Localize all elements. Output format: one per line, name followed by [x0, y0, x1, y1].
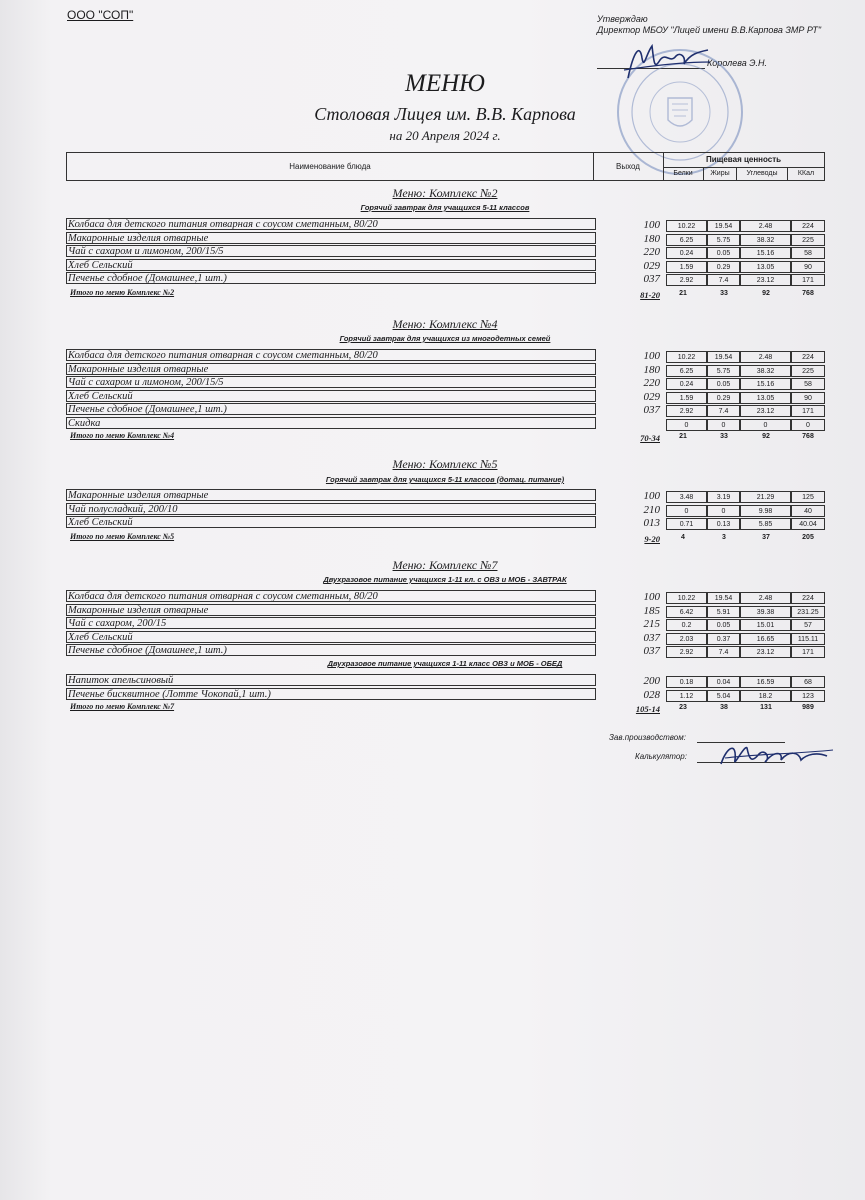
kcal-cell: 231.25 — [791, 606, 825, 618]
dish-name-cell: Макаронные изделия отварные — [66, 489, 596, 501]
carbs-cell: 0 — [740, 419, 791, 431]
proteins-cell: 10.22 — [666, 351, 707, 363]
proteins-cell: 0.71 — [666, 518, 707, 530]
carbs-cell: 2.48 — [740, 351, 791, 363]
yield-cell: 220 — [643, 377, 660, 389]
fats-cell: 19.54 — [707, 220, 740, 232]
carbs-cell: 16.59 — [740, 676, 791, 688]
carbs-cell: 38.32 — [740, 234, 791, 246]
kcal-cell: 171 — [791, 405, 825, 417]
fats-cell: 0.29 — [707, 261, 740, 273]
dish-name-cell: Печенье сдобное (Домашнее,1 шт.) — [66, 644, 596, 656]
proteins-cell: 6.25 — [666, 365, 707, 377]
group-subtitle: Горячий завтрак для учащихся из многодетных семей — [339, 334, 551, 343]
proteins-cell: 2.92 — [666, 405, 707, 417]
proteins-cell: 2.03 — [666, 633, 707, 645]
proteins-cell: 0 — [666, 505, 707, 517]
header-carbs: Углеводы — [737, 168, 788, 180]
kcal-cell: 58 — [791, 378, 825, 390]
total-carbs: 92 — [762, 433, 770, 440]
yield-cell: 037 — [643, 645, 660, 657]
dish-name-cell: Макаронные изделия отварные — [66, 604, 596, 616]
fats-cell: 0.05 — [707, 378, 740, 390]
yield-cell: 180 — [643, 232, 660, 245]
carbs-cell: 39.38 — [740, 606, 791, 618]
total-label: Итого по меню Комплекс №2 — [70, 288, 175, 297]
total-fats: 33 — [720, 290, 728, 297]
carbs-cell: 2.48 — [740, 220, 791, 232]
total-kcal: 205 — [802, 534, 814, 541]
yield-cell — [596, 417, 666, 429]
yield-cell: 037 — [643, 631, 660, 644]
yield-cell: 029 — [643, 390, 660, 403]
carbs-cell: 16.65 — [740, 633, 791, 645]
fats-cell: 5.75 — [707, 365, 740, 377]
carbs-cell: 23.12 — [740, 274, 791, 286]
group-subtitle: Горячий завтрак для учащихся 5-11 классов (дотац. питание) — [325, 475, 565, 484]
carbs-cell: 13.05 — [740, 392, 791, 404]
total-fats: 38 — [720, 704, 728, 711]
dish-name-cell: Чай с сахаром, 200/15 — [66, 617, 596, 629]
dish-name-cell: Печенье бисквитное (Лотте Чокопай,1 шт.) — [66, 688, 596, 700]
carbs-cell: 13.05 — [740, 261, 791, 273]
dish-name-cell: Печенье сдобное (Домашнее,1 шт.) — [66, 272, 596, 284]
dish-name-cell: Напиток апельсиновый — [66, 674, 596, 686]
carbs-cell: 18.2 — [740, 690, 791, 702]
proteins-cell: 0.2 — [666, 619, 707, 631]
fats-cell: 19.54 — [707, 592, 740, 604]
kcal-cell: 115.11 — [791, 633, 825, 645]
group-subtitle: Двухразовое питание учащихся 1-11 класс ОВЗ и МОБ - ОБЕД — [327, 659, 563, 668]
carbs-cell: 23.12 — [740, 405, 791, 417]
calculator-label: Калькулятор: — [635, 752, 687, 761]
canteen-subtitle: Столовая Лицея им. В.В. Карпова — [314, 104, 576, 124]
yield-cell: 180 — [643, 363, 660, 376]
fats-cell: 0.05 — [707, 619, 740, 631]
complex-title: Меню: Комплекс №5 — [392, 457, 498, 471]
total-fats: 3 — [722, 534, 726, 541]
approve-position: Директор МБОУ "Лицей имени В.В.Карпова ЗМР РТ" — [597, 25, 822, 35]
header-dish: Наименование блюда — [67, 153, 594, 180]
kcal-cell: 40.04 — [791, 518, 825, 530]
approval-block — [597, 14, 827, 68]
total-price: 9-20 — [644, 534, 660, 544]
group-subtitle: Двухразовое питание учащихся 1-11 кл. с ОВЗ и МОБ - ЗАВТРАК — [323, 575, 567, 584]
fats-cell: 7.4 — [707, 405, 740, 417]
proteins-cell: 0.18 — [666, 676, 707, 688]
fats-cell: 5.91 — [707, 606, 740, 618]
fats-cell: 7.4 — [707, 646, 740, 658]
proteins-cell: 2.92 — [666, 646, 707, 658]
yield-cell: 100 — [643, 591, 660, 603]
yield-cell: 210 — [643, 503, 660, 516]
dish-name-cell: Чай полусладкий, 200/10 — [66, 503, 596, 515]
proteins-cell: 3.48 — [666, 491, 707, 503]
dish-name-cell: Чай с сахаром и лимоном, 200/15/5 — [66, 376, 596, 388]
dish-name-cell: Хлеб Сельский — [66, 259, 596, 271]
total-kcal: 768 — [802, 290, 814, 297]
fats-cell: 19.54 — [707, 351, 740, 363]
dish-name-cell: Хлеб Сельский — [66, 631, 596, 643]
dish-name-cell: Скидка — [66, 417, 596, 429]
total-carbs: 92 — [762, 290, 770, 297]
carbs-cell: 5.85 — [740, 518, 791, 530]
dish-name-cell: Колбаса для детского питания отварная с соусом сметанным, 80/20 — [66, 349, 596, 361]
yield-cell: 100 — [643, 219, 660, 231]
total-kcal: 989 — [802, 704, 814, 711]
total-proteins: 21 — [679, 290, 687, 297]
fats-cell: 0.04 — [707, 676, 740, 688]
yield-cell: 013 — [643, 517, 660, 529]
yield-cell: 200 — [643, 675, 660, 687]
header-kcal: ККал — [797, 170, 815, 177]
fats-cell: 0.37 — [707, 633, 740, 645]
group-subtitle: Горячий завтрак для учащихся 5-11 классов — [360, 203, 530, 212]
organization-name: ООО "СОП" — [67, 8, 134, 22]
kcal-cell: 125 — [791, 491, 825, 503]
total-price: 70-34 — [640, 433, 660, 443]
kcal-cell: 225 — [791, 234, 825, 246]
header-nutrition: Пищевая ценность — [663, 153, 824, 168]
dish-name-cell: Печенье сдобное (Домашнее,1 шт.) — [66, 403, 596, 415]
kcal-cell: 224 — [791, 351, 825, 363]
yield-cell: 185 — [643, 604, 660, 617]
fats-cell: 7.4 — [707, 274, 740, 286]
kcal-cell: 224 — [791, 592, 825, 604]
total-label: Итого по меню Комплекс №5 — [70, 532, 175, 541]
header-fats: Жиры — [704, 168, 737, 180]
dish-name-cell: Колбаса для детского питания отварная с соусом сметанным, 80/20 — [66, 218, 596, 230]
proteins-cell: 10.22 — [666, 220, 707, 232]
total-carbs: 37 — [762, 534, 770, 541]
carbs-cell: 15.01 — [740, 619, 791, 631]
complex-title: Меню: Комплекс №2 — [392, 186, 498, 200]
dish-name-cell: Макаронные изделия отварные — [66, 232, 596, 244]
proteins-cell: 1.12 — [666, 690, 707, 702]
kcal-cell: 90 — [791, 392, 825, 404]
kcal-cell: 58 — [791, 247, 825, 259]
total-proteins: 23 — [679, 704, 687, 711]
total-carbs: 131 — [760, 704, 772, 711]
carbs-cell: 15.16 — [740, 247, 791, 259]
proteins-cell: 0.24 — [666, 378, 707, 390]
carbs-cell: 9.98 — [740, 505, 791, 517]
dish-name-cell: Колбаса для детского питания отварная с соусом сметанным, 80/20 — [66, 590, 596, 602]
complex-title: Меню: Комплекс №7 — [392, 558, 498, 572]
yield-cell: 215 — [643, 618, 660, 630]
total-label: Итого по меню Комплекс №4 — [70, 431, 175, 440]
carbs-cell: 2.48 — [740, 592, 791, 604]
menu-date: на 20 Апреля 2024 г. — [389, 128, 501, 143]
fats-cell: 5.75 — [707, 234, 740, 246]
fats-cell: 0.13 — [707, 518, 740, 530]
proteins-cell: 10.22 — [666, 592, 707, 604]
total-price: 105-14 — [635, 704, 660, 714]
proteins-cell: 0 — [666, 419, 707, 431]
total-proteins: 21 — [679, 433, 687, 440]
yield-cell: 037 — [643, 273, 660, 285]
fats-cell: 0.29 — [707, 392, 740, 404]
yield-cell: 028 — [643, 688, 660, 701]
dish-name-cell: Чай с сахаром и лимоном, 200/15/5 — [66, 245, 596, 257]
carbs-cell: 21.29 — [740, 491, 791, 503]
dish-name-cell: Макаронные изделия отварные — [66, 363, 596, 375]
yield-cell: 100 — [643, 350, 660, 362]
proteins-cell: 6.42 — [666, 606, 707, 618]
fats-cell: 5.04 — [707, 690, 740, 702]
yield-cell: 029 — [643, 259, 660, 272]
calculator-signature — [715, 738, 840, 776]
yield-cell: 037 — [643, 404, 660, 416]
kcal-cell: 224 — [791, 220, 825, 232]
proteins-cell: 6.25 — [666, 234, 707, 246]
kcal-cell: 171 — [791, 274, 825, 286]
kcal-cell: 171 — [791, 646, 825, 658]
total-label: Итого по меню Комплекс №7 — [70, 702, 175, 711]
kcal-cell: 0 — [791, 419, 825, 431]
kcal-cell: 40 — [791, 505, 825, 517]
table-header — [66, 152, 825, 181]
production-manager-label: Зав.производством: — [609, 733, 686, 742]
kcal-cell: 90 — [791, 261, 825, 273]
total-price: 81-20 — [640, 290, 660, 300]
carbs-cell: 38.32 — [740, 365, 791, 377]
proteins-cell: 2.92 — [666, 274, 707, 286]
fats-cell: 0.05 — [707, 247, 740, 259]
total-fats: 33 — [720, 433, 728, 440]
dish-name-cell: Хлеб Сельский — [66, 390, 596, 402]
approve-label: Утверждаю — [597, 14, 648, 24]
yield-cell: 220 — [643, 246, 660, 258]
total-proteins: 4 — [681, 534, 685, 541]
kcal-cell: 57 — [791, 619, 825, 631]
menu-title: МЕНЮ — [405, 70, 485, 97]
carbs-cell: 23.12 — [740, 646, 791, 658]
kcal-cell: 68 — [791, 676, 825, 688]
fats-cell: 0 — [707, 419, 740, 431]
fats-cell: 3.19 — [707, 491, 740, 503]
proteins-cell: 1.59 — [666, 261, 707, 273]
kcal-cell: 123 — [791, 690, 825, 702]
fats-cell: 0 — [707, 505, 740, 517]
complex-title: Меню: Комплекс №4 — [392, 317, 498, 331]
proteins-cell: 1.59 — [666, 392, 707, 404]
kcal-cell: 225 — [791, 365, 825, 377]
carbs-cell: 15.16 — [740, 378, 791, 390]
proteins-cell: 0.24 — [666, 247, 707, 259]
yield-cell: 100 — [643, 490, 660, 502]
director-name: Королева Э.Н. — [707, 58, 767, 68]
total-kcal: 768 — [802, 433, 814, 440]
header-proteins: Белки — [663, 168, 704, 180]
header-yield: Выход — [593, 153, 664, 180]
dish-name-cell: Хлеб Сельский — [66, 516, 596, 528]
